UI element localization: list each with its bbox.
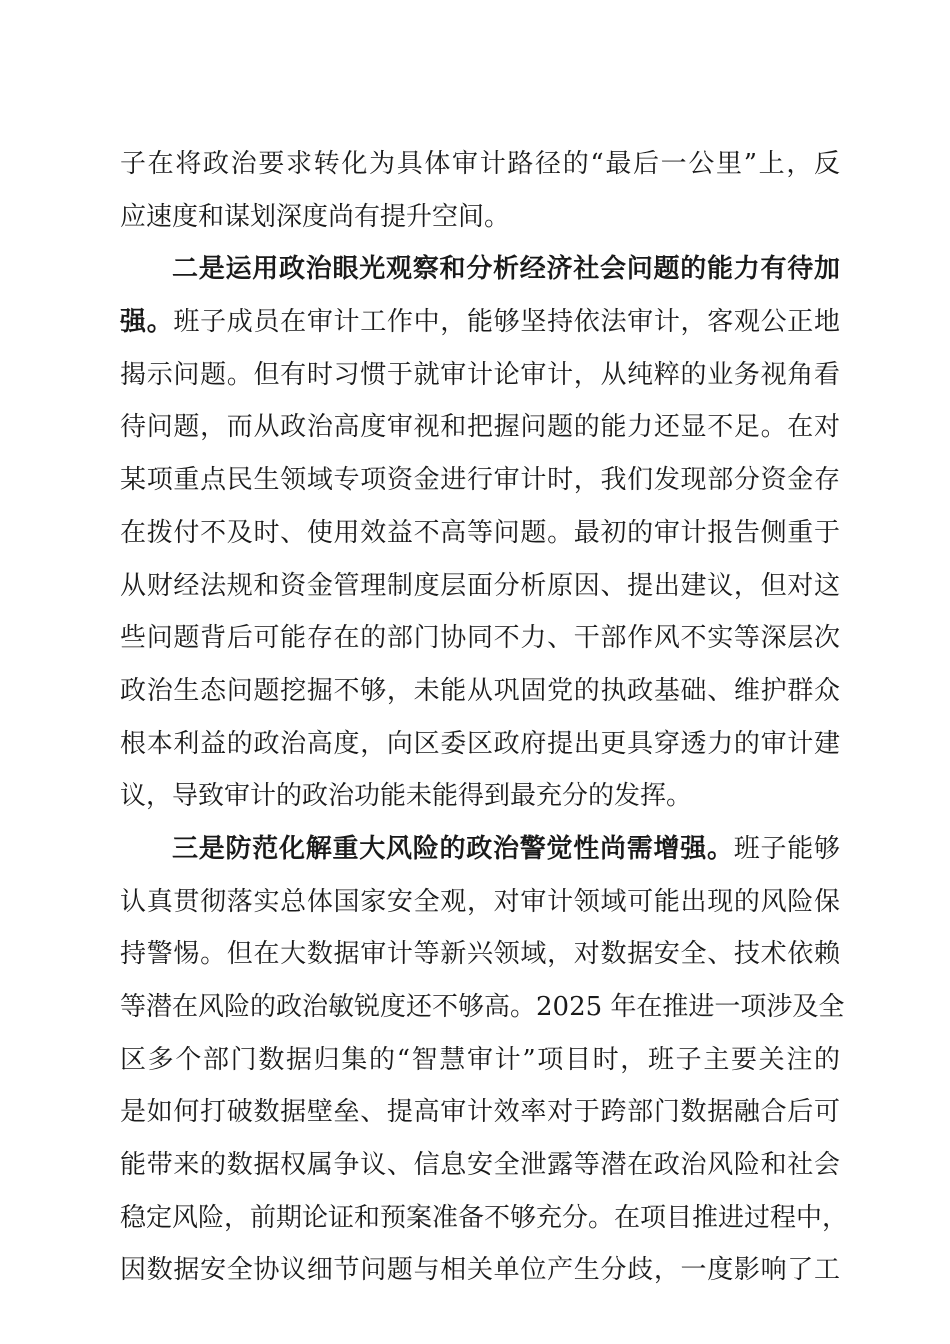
text-line: 认真贯彻落实总体国家安全观，对审计领域可能出现的风险保	[120, 886, 840, 917]
text-line: 持警惕。但在大数据审计等新兴领域，对数据安全、技术依赖	[120, 939, 840, 970]
paragraph-3	[120, 823, 849, 1297]
text-line	[120, 296, 840, 349]
paragraph-heading: 三是防范化解重大风险的政治警觉性尚需增强。	[172, 833, 734, 864]
text-line: 能带来的数据权属争议、信息安全泄露等潜在政治风险和社会	[120, 1150, 840, 1181]
text-line: 因数据安全协议细节问题与相关单位产生分歧，一度影响了工	[120, 1255, 840, 1286]
text-line: 应速度和谋划深度尚有提升空间。	[120, 201, 511, 232]
text-line: 区多个部门数据归集的“智慧审计”项目时，班子主要关注的	[120, 1044, 840, 1075]
text-line: 子在将政治要求转化为具体审计路径的“最后一公里”上，反	[120, 149, 840, 179]
paragraph-1	[120, 138, 840, 243]
text-line: 待问题，而从政治高度审视和把握问题的能力还显不足。在对	[120, 412, 840, 443]
paragraph-heading-tail: 强。	[120, 307, 174, 338]
paragraph-heading: 二是运用政治眼光观察和分析经济社会问题的能力有待加	[172, 254, 840, 285]
text-line: 揭示问题。但有时习惯于就审计论审计，从纯粹的业务视角看	[120, 359, 840, 390]
paragraph-2	[120, 243, 840, 823]
text-line: 稳定风险，前期论证和预案准备不够充分。在项目推进过程中，	[120, 1202, 849, 1233]
text-run: 班子能够	[733, 833, 840, 864]
text-run: 班子成员在审计工作中，能够坚持依法审计，客观公正地	[173, 307, 840, 338]
document-page	[120, 138, 849, 1297]
text-line: 在拨付不及时、使用效益不高等问题。最初的审计报告侧重于	[120, 517, 840, 548]
text-line: 些问题背后可能存在的部门协同不力、干部作风不实等深层次	[120, 623, 840, 654]
text-line: 根本利益的政治高度，向区委区政府提出更具穿透力的审计建	[120, 728, 840, 759]
text-line: 从财经法规和资金管理制度层面分析原因、提出建议，但对这	[120, 570, 840, 601]
text-line: 是如何打破数据壁垒、提高审计效率对于跨部门数据融合后可	[120, 1097, 840, 1128]
text-line: 等潜在风险的政治敏锐度还不够高。2025 年在推进一项涉及全	[120, 992, 845, 1022]
text-line: 议，导致审计的政治功能未能得到最充分的发挥。	[120, 781, 693, 812]
text-line: 政治生态问题挖掘不够，未能从巩固党的执政基础、维护群众	[120, 675, 840, 706]
text-line	[120, 823, 840, 876]
text-line: 某项重点民生领域专项资金进行审计时，我们发现部分资金存	[120, 465, 840, 496]
